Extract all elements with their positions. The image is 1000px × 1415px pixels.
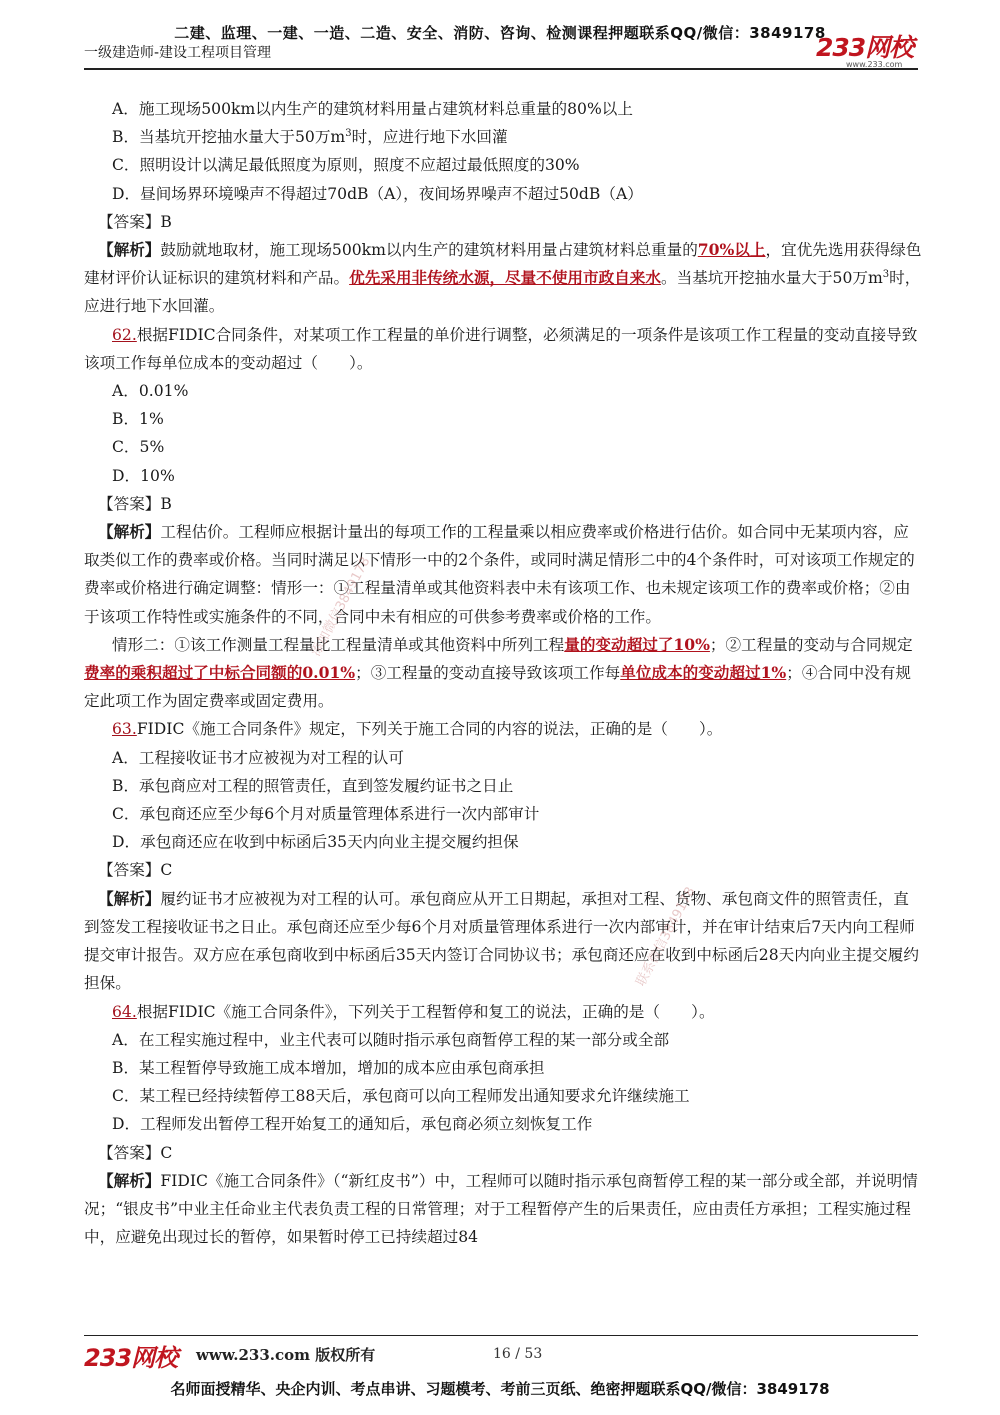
q64-option-b: B．某工程暂停导致施工成本增加，增加的成本应由承包商承担 (112, 1058, 545, 1077)
header-logo-text: 233网校 (816, 33, 914, 62)
header-logo-url: www.233.com (846, 60, 903, 69)
q63-answer: 【答案】C (98, 861, 173, 880)
q64-option-d: D．工程师发出暂停工程开始复工的通知后，承包商必须立刻恢复工作 (112, 1115, 593, 1134)
q61-option-c: C．照明设计以满足最低照度为原则，照度不应超过最低照度的30% (112, 156, 580, 175)
watermark-1: 添加微信3849178 (308, 554, 374, 659)
q62-option-b: B．1% (112, 410, 164, 429)
footer-logo: 233网校 (84, 1344, 178, 1372)
q62-explanation-1: 【解析】工程估价。工程师应根据计量出的每项工作的工程量乘以相应费率或价格进行估价。如合同中无某项内容，应取类似工作的费率或价格。当同时满足以下情形一中的2个条件，或同时满足情形二中的4个条件时，可对该项工作规定的费率或价格进行确定调整：情形一：①工程量清单或其他资料表中未有该项工作、也未规定该项工作的费率或价格；②由于该项工作特性或实施条件的不同，合同中未有相应的可供参考费率或价格的工作。 (84, 522, 915, 626)
q63-explanation: 【解析】履约证书才应被视为对工程的认可。承包商应从开工日期起，承担对工程、货物、承包商文件的照管责任，直到签发工程接收证书之日止。承包商还应至少每6个月对质量管理体系进行一次内部审计，并在审计结束后7天内向工程师提交审计报告。双方应在承包商收到中标函后35天内签订合同协议书；承包商还应在收到中标函后28天内向业主提交履约担保。 (84, 888, 919, 993)
q64-explanation: 【解析】FIDIC《施工合同条件》（“新红皮书”）中，工程师可以随时指示承包商暂停工程的某一部分或全部，并说明情况；“银皮书”中业主任命业主代表负责工程的日常管理；对于工程暂停产生的后果责任，应由责任方承担；工程实施过程中，应避免出现过长的暂停，如果暂时停工已持续超过84 (84, 1170, 918, 1247)
q62-option-d: D．10% (112, 466, 175, 485)
header-subtitle: 一级建造师-建设工程项目管理 (84, 45, 272, 61)
footer-contact-line: 名师面授精华、央企内训、考点串讲、习题模考、考前三页纸、绝密押题联系QQ/微信：3849178 (170, 1380, 830, 1398)
q61-highlight-1: 70%以上 (697, 240, 766, 260)
q64-stem: 64.根据FIDIC《施工合同条件》，下列关于工程暂停和复工的说法，正确的是（ ）。 (112, 1002, 715, 1021)
q62-highlight-3: 单位成本的变动超过1% (620, 663, 787, 683)
footer-divider (84, 1335, 918, 1336)
q63-option-a: A．工程接收证书才应被视为对工程的认可 (112, 748, 404, 767)
q61-option-b: B．当基坑开挖抽水量大于50万$m^3$时，应进行地下水回灌 (112, 128, 508, 147)
q61-highlight-2: 优先采用非传统水源，尽量不使用市政自来水 (349, 268, 661, 288)
header-logo (816, 28, 926, 68)
q63-option-b: B．承包商应对工程的照管责任，直到签发履约证书之日止 (112, 776, 514, 795)
q64-number: 64. (112, 1002, 137, 1021)
q62-explanation-2: 情形二：①该工作测量工程量比工程量清单或其他资料中所列工程量的变动超过了10%；②工程量的变动与合同规定费率的乘积超过了中标合同额的0.01%；③工程量的变动直接导致该项工作每单位成本的变动超过1%；④合同中没有规定此项工作为固定费率或固定费用。 (84, 634, 913, 711)
q61-option-d: D．昼间场界环境噪声不得超过70dB（A），夜间场界噪声不超过50dB（A） (112, 184, 643, 203)
q62-option-c: C．5% (112, 438, 165, 457)
q62-stem: 62.根据FIDIC合同条件，对某项工作工程量的单价进行调整，必须满足的一项条件是该项工作工程量的变动直接导致该项工作每单位成本的变动超过（ ）。 (84, 325, 918, 372)
footer-copyright: www.233.com 版权所有 (196, 1346, 376, 1364)
watermark-2: 联系微信3849178 (633, 884, 699, 989)
q62-highlight-1: 量的变动超过了10% (564, 634, 710, 654)
q61-explanation: 【解析】鼓励就地取材，施工现场500km以内生产的建筑材料用量占建筑材料总重量的70%以上，宜优先选用获得绿色建材评价认证标识的建筑材料和产品。优先采用非传统水源，尽量不使用市政自来水。当基坑开挖抽水量大于50万$m^3$时，应进行地下水回灌。 (84, 240, 922, 316)
page-number: 16 / 53 (493, 1346, 543, 1362)
q63-number: 63. (112, 720, 137, 739)
q63-stem: 63.FIDIC《施工合同条件》规定，下列关于施工合同的内容的说法，正确的是（ ）。 (112, 720, 723, 739)
q63-option-c: C．承包商还应至少每6个月对质量管理体系进行一次内部审计 (112, 805, 540, 824)
q62-number: 62. (112, 325, 137, 344)
q62-option-a: A．0.01% (112, 382, 189, 401)
page-content (84, 95, 924, 1251)
q64-option-a: A．在工程实施过程中，业主代表可以随时指示承包商暂停工程的某一部分或全部 (112, 1030, 670, 1049)
q64-answer: 【答案】C (98, 1143, 173, 1162)
q61-option-a: A．施工现场500km以内生产的建筑材料用量占建筑材料总重量的80%以上 (112, 100, 633, 118)
q63-option-d: D．承包商还应在收到中标函后35天内向业主提交履约担保 (112, 833, 519, 852)
q61-answer: 【答案】B (98, 212, 172, 231)
header-divider (84, 68, 918, 70)
header-contact-line: 二建、监理、一建、一造、二造、安全、消防、咨询、检测课程押题联系QQ/微信：3849178 (174, 24, 826, 42)
q64-option-c: C．某工程已经持续暂停工88天后，承包商可以向工程师发出通知要求允许继续施工 (112, 1087, 690, 1106)
q62-answer: 【答案】B (98, 494, 172, 513)
q62-highlight-2: 费率的乘积超过了中标合同额的0.01% (84, 663, 356, 683)
